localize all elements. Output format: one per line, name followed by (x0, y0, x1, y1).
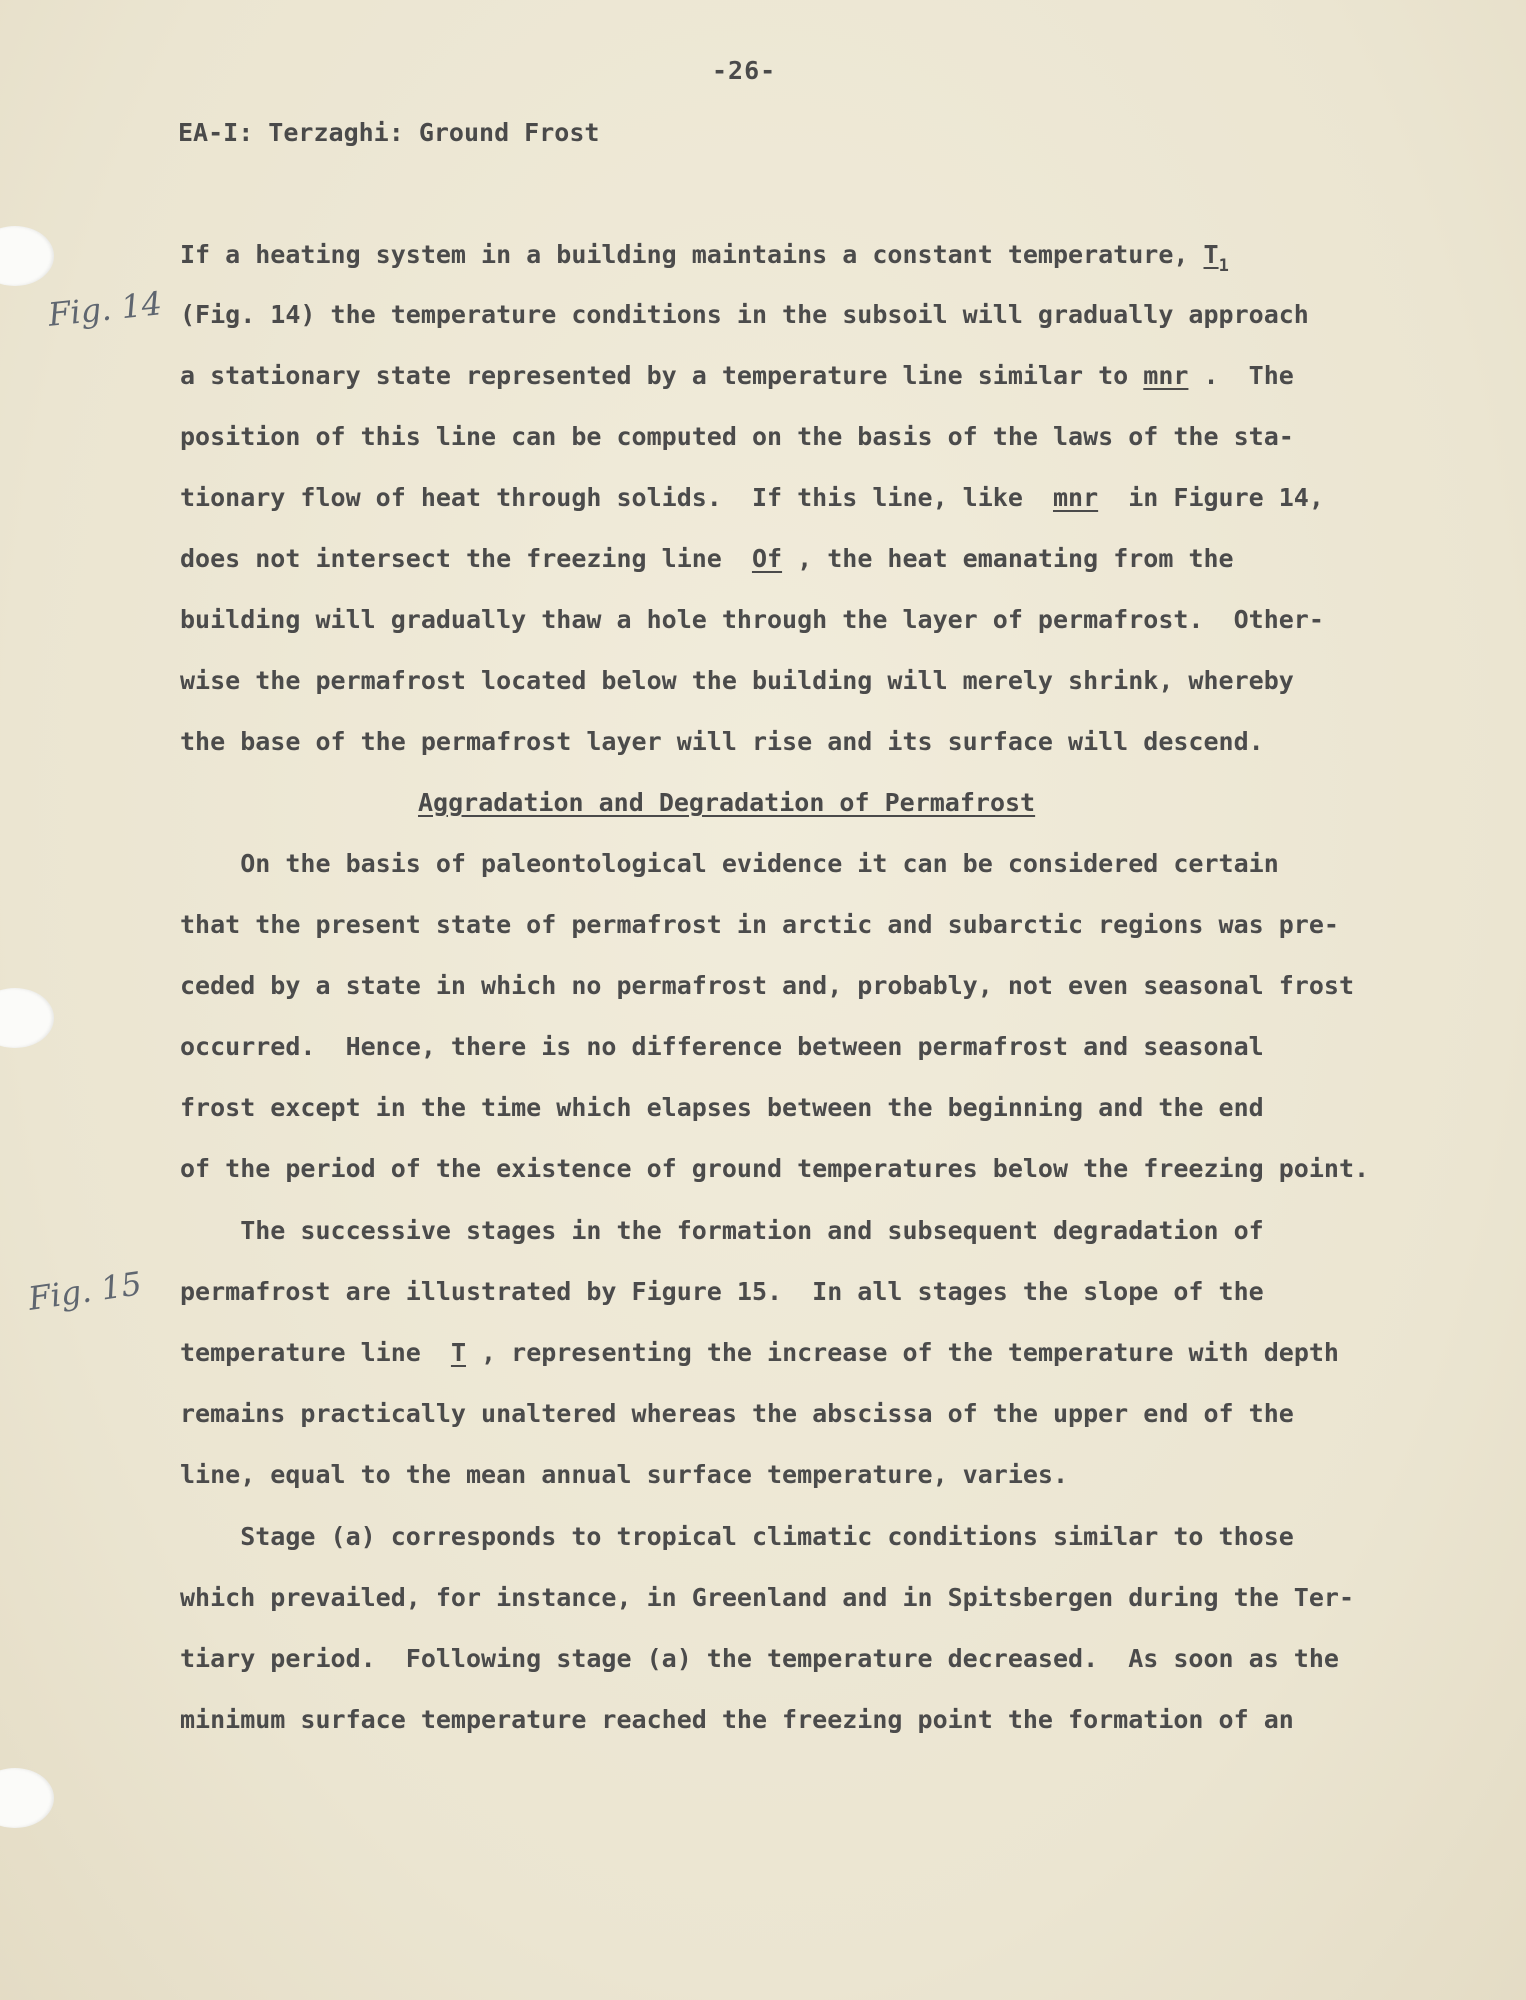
text-line: position of this line can be computed on the basis of the laws of the sta- (180, 422, 1294, 451)
section-heading: Aggradation and Degradation of Permafrost (418, 788, 1036, 817)
text-line: permafrost are illustrated by Figure 15. In all stages the slope of the (180, 1277, 1264, 1306)
text-line: Stage (a) corresponds to tropical climatic conditions similar to those (180, 1522, 1294, 1551)
page-number: -26- (712, 56, 777, 85)
text-line: frost except in the time which elapses between the beginning and the end (180, 1093, 1264, 1122)
text-line: (Fig. 14) the temperature conditions in the subsoil will gradually approach (180, 300, 1309, 329)
text-line: On the basis of paleontological evidence it can be considered certain (180, 849, 1279, 878)
margin-note-fig-14: Fig. 14 (46, 284, 164, 334)
text-line: ceded by a state in which no permafrost and, probably, not even seasonal frost (180, 971, 1354, 1000)
margin-note-fig-15: Fig. 15 (25, 1264, 145, 1318)
text-line: wise the permafrost located below the building will merely shrink, whereby (180, 666, 1294, 695)
text-line: occurred. Hence, there is no difference between permafrost and seasonal (180, 1032, 1264, 1061)
text-line: the base of the permafrost layer will rise and its surface will descend. (180, 727, 1264, 756)
text-line: does not intersect the freezing line Of , the heat emanating from the (180, 544, 1234, 573)
text-line: If a heating system in a building maintains a constant temperature, $T_1$ (180, 240, 1229, 276)
page-header: EA-I: Terzaghi: Ground Frost (178, 118, 600, 147)
text-line: temperature line T , representing the increase of the temperature with depth (180, 1338, 1339, 1367)
text-line: a stationary state represented by a temperature line similar to mnr . The (180, 361, 1294, 390)
text-line: which prevailed, for instance, in Greenland and in Spitsbergen during the Ter- (180, 1583, 1354, 1612)
text-line: building will gradually thaw a hole through the layer of permafrost. Other- (180, 605, 1324, 634)
punch-hole (0, 988, 54, 1048)
text-line: tiary period. Following stage (a) the temperature decreased. As soon as the (180, 1644, 1339, 1673)
text-line: The successive stages in the formation and subsequent degradation of (180, 1216, 1264, 1245)
text-line: tionary flow of heat through solids. If this line, like mnr in Figure 14, (180, 483, 1324, 512)
text-line: line, equal to the mean annual surface temperature, varies. (180, 1460, 1069, 1489)
text-line: remains practically unaltered whereas the abscissa of the upper end of the (180, 1399, 1294, 1428)
text-line: of the period of the existence of ground temperatures below the freezing point. (180, 1154, 1370, 1183)
punch-hole (0, 1768, 54, 1828)
text-line: that the present state of permafrost in arctic and subarctic regions was pre- (180, 910, 1339, 939)
text-line: minimum surface temperature reached the freezing point the formation of an (180, 1705, 1294, 1734)
punch-hole (0, 226, 54, 286)
